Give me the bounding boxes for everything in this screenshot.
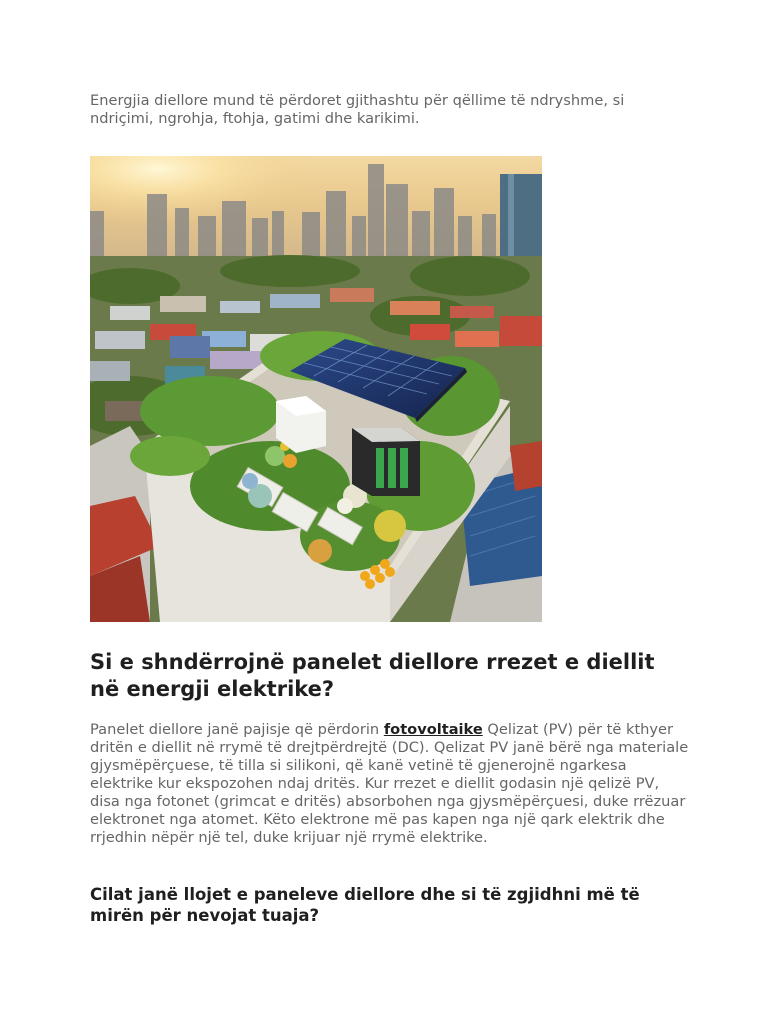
intro-paragraph: Energjia diellore mund të përdoret gjithashtu për qëllime të ndryshme, si ndriçimi, ngrohja, ftohja, gatimi dhe karikimi. <box>90 92 625 127</box>
section-heading: Si e shndërrojnë panelet diellore rrezet e diellit në energji elektrike? <box>90 650 655 701</box>
paragraph-text-end: Qelizat (PV) për të kthyer dritën e diellit në rrymë të drejtpërdrejtë (DC). Qelizat PV janë bërë nga materiale gjysmëpërçuese, të tilla si silikoni, që kanë vetinë të gjenerojnë ngarkesa elektrike kur ekspozohen ndaj dritës. Kur rrezet e diellit godasin një qelizë PV, disa nga fotonet (grimcat e dritës) absorbohen nga gjysmëpërçuesi, duke rrëzuar elektronet nga atomet. Këto elektrone më pas kapen nga një qark elektrik dhe rrjedhin nëpër një tel, duke krijuar një rrymë elektrike. <box>90 721 689 846</box>
rooftop-solar-garden-image <box>90 156 542 622</box>
body-paragraph <box>90 721 690 847</box>
photovoltaic-link[interactable]: fotovoltaike <box>383 721 483 738</box>
rooftop-illustration <box>90 156 542 622</box>
paragraph-text-start: Panelet diellore janë pajisje që përdorin <box>90 721 384 738</box>
subsection-heading: Cilat janë llojet e paneleve diellore dhe si të zgjidhni më të mirën për nevojat tuaja? <box>90 885 640 925</box>
